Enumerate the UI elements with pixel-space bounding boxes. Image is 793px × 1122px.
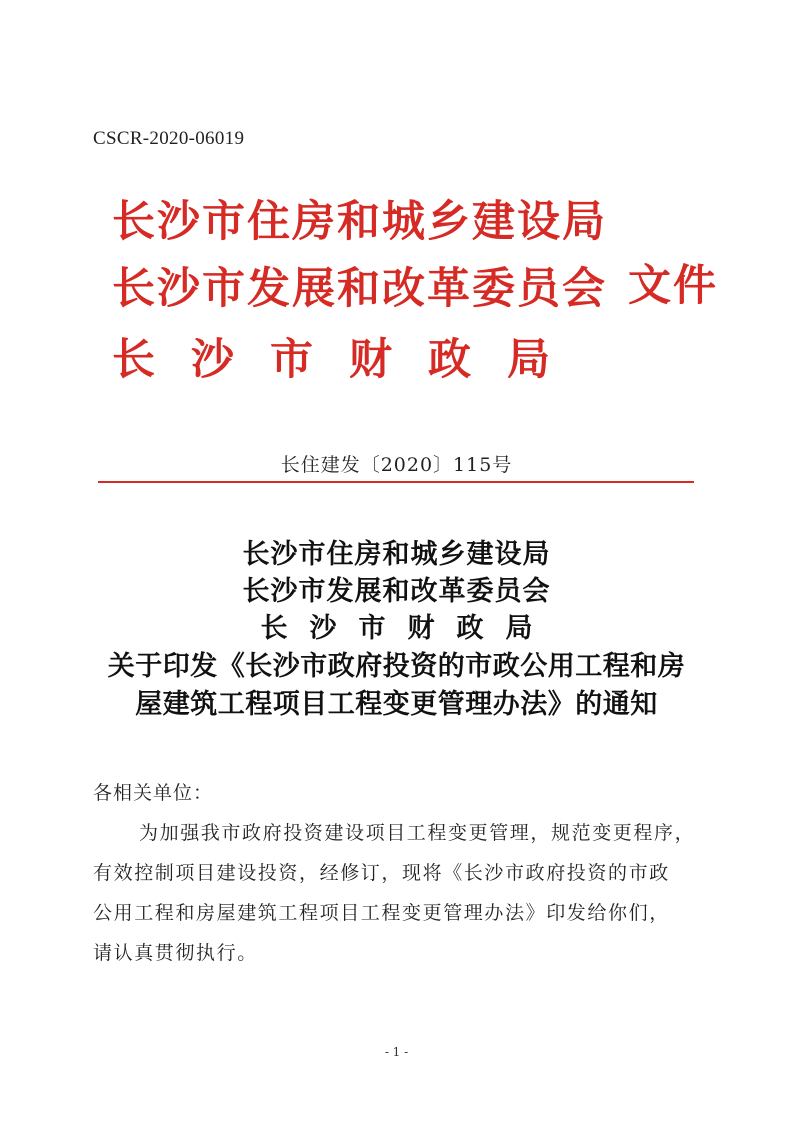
header-doc-type: 文件	[628, 261, 718, 311]
header-issuer-3: 长沙市财政局	[112, 335, 586, 385]
title-issuer-1: 长沙市住房和城乡建设局	[242, 539, 551, 570]
page-number: - 1 -	[384, 1045, 409, 1059]
body-line-2: 有效控制项目建设投资，经修订，现将《长沙市政府投资的市政	[93, 862, 670, 884]
body-line-4: 请认真贯彻执行。	[93, 942, 258, 964]
title-subject-line-1: 关于印发《长沙市政府投资的市政公用工程和房	[107, 651, 686, 682]
doc-code: CSCR-2020-06019	[93, 128, 245, 149]
body-line-1: 为加强我市政府投资建设项目工程变更管理，规范变更程序，	[139, 822, 696, 844]
issue-number: 长住建发〔2020〕115号	[280, 454, 513, 476]
header-issuer-1: 长沙市住房和城乡建设局	[112, 197, 607, 247]
title-subject-line-2: 屋建筑工程项目工程变更管理办法》的通知	[135, 689, 658, 720]
header-issuer-2: 长沙市发展和改革委员会	[112, 264, 607, 314]
title-issuer-3: 长沙市财政局	[260, 613, 555, 644]
title-issuer-2: 长沙市发展和改革委员会	[242, 576, 551, 607]
body-line-3: 公用工程和房屋建筑工程项目工程变更管理办法》印发给你们，	[93, 902, 670, 924]
salutation: 各相关单位：	[93, 782, 214, 804]
red-divider-line	[98, 481, 694, 483]
